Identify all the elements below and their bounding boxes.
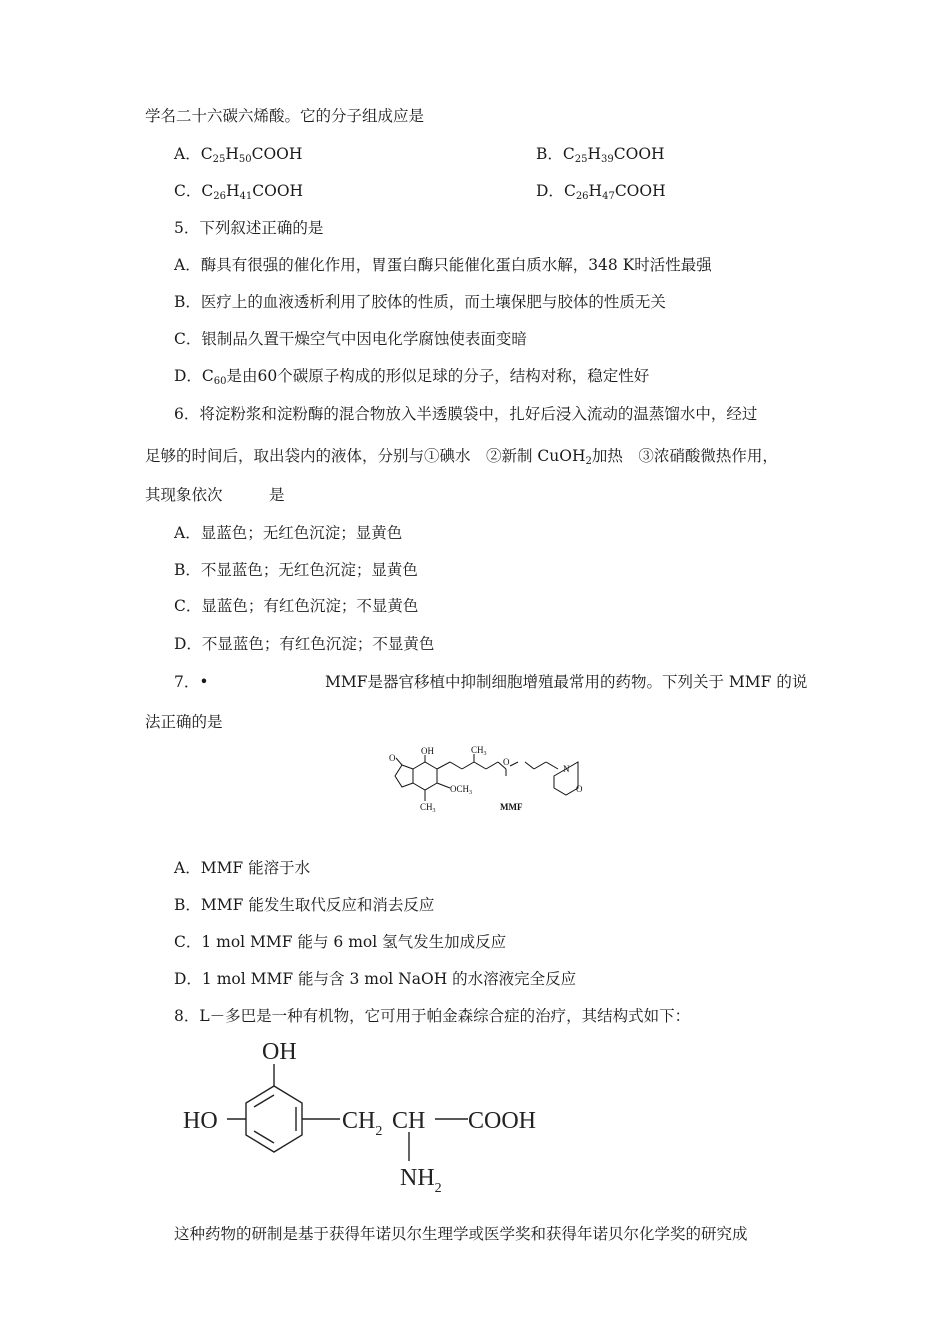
mmf-o-morpholine: O xyxy=(576,784,583,794)
q5-stem: 5．下列叙述正确的是 xyxy=(174,219,324,237)
mmf-ch3-bottom: $CH_3$ xyxy=(420,802,436,814)
q5-option-d[interactable]: D．$C_{60}$是由60个碳原子构成的形似足球的分子，结构对称，稳定性好 xyxy=(174,367,650,387)
l-dopa-ch2: $CH_2$ xyxy=(342,1108,383,1139)
footer-line: 这种药物的研制是基于获得年诺贝尔生理学或医学奖和获得年诺贝尔化学奖的研究成 xyxy=(174,1225,748,1243)
q5-option-b[interactable]: B．医疗上的血液透析利用了胶体的性质，而土壤保肥与胶体的性质无关 xyxy=(174,293,666,311)
q5-option-a[interactable]: A．酶具有很强的催化作用，胃蛋白酶只能催化蛋白质水解，348 K时活性最强 xyxy=(174,256,712,274)
q4-option-d[interactable]: D．$C_{26}H_{47}COOH$ xyxy=(536,182,666,202)
q5-option-c[interactable]: C．银制品久置干燥空气中因电化学腐蚀使表面变暗 xyxy=(174,330,527,348)
mmf-n: N xyxy=(563,764,570,774)
q7-stem-line-2: 法正确的是 xyxy=(145,713,223,731)
mmf-ch3-top: $CH_3$ xyxy=(471,745,487,757)
q7-option-a[interactable]: A．MMF 能溶于水 xyxy=(174,859,311,877)
mmf-label: MMF xyxy=(500,802,523,812)
q6-option-d[interactable]: D．不显蓝色；有红色沉淀；不显黄色 xyxy=(174,635,435,653)
q6-option-a[interactable]: A．显蓝色；无红色沉淀；显黄色 xyxy=(174,524,403,542)
l-dopa-ch: CH xyxy=(392,1108,426,1134)
l-dopa-structure xyxy=(178,1035,548,1195)
q4-options-row-1 xyxy=(174,144,734,164)
l-dopa-nh2: $NH_2$ xyxy=(400,1165,442,1196)
l-dopa-ho: HO xyxy=(183,1108,218,1134)
q6-stem-line-1: 6．将淀粉浆和淀粉酶的混合物放入半透膜袋中，扎好后浸入流动的温蒸馏水中，经过 xyxy=(174,405,758,423)
q7-option-c[interactable]: C．1 mol MMF 能与 6 mol 氢气发生加成反应 xyxy=(174,933,507,951)
q7-number: 7．• xyxy=(174,673,209,691)
l-dopa-oh: OH xyxy=(262,1039,297,1065)
mmf-structure xyxy=(380,745,583,828)
q6-stem-line-3: 其现象依次 是 xyxy=(145,486,285,504)
q4-tail-text: 学名二十六碳六烯酸。它的分子组成应是 xyxy=(145,107,425,125)
mmf-oh: OH xyxy=(421,746,434,756)
q7-stem-line-1: MMF是器官移植中抑制细胞增殖最常用的药物。下列关于 MMF 的说 xyxy=(325,673,808,691)
mmf-o-ring: O xyxy=(389,753,396,763)
q4-options-row-2 xyxy=(174,181,734,201)
q4-option-c[interactable]: C．$C_{26}H_{41}COOH$ xyxy=(174,182,304,202)
mmf-och3: $OCH_3$ xyxy=(450,784,473,796)
q4-option-a[interactable]: A．$C_{25}H_{50}COOH$ xyxy=(174,145,303,165)
q6-option-c[interactable]: C．显蓝色；有红色沉淀；不显黄色 xyxy=(174,597,419,615)
q4-option-b[interactable]: B．$C_{25}H_{39}COOH$ xyxy=(536,145,665,165)
q7-option-d[interactable]: D．1 mol MMF 能与含 3 mol NaOH 的水溶液完全反应 xyxy=(174,970,577,988)
q6-stem-line-2: 足够的时间后，取出袋内的液体，分别与①碘水 ②新制 CuOH$_2$加热 ③浓硝酸微热作用， xyxy=(145,447,778,467)
mmf-o-ester: O xyxy=(503,757,510,767)
q7-option-b[interactable]: B．MMF 能发生取代反应和消去反应 xyxy=(174,896,435,914)
q8-stem: 8．L－多巴是一种有机物，它可用于帕金森综合症的治疗，其结构式如下： xyxy=(174,1007,691,1025)
q6-option-b[interactable]: B．不显蓝色；无红色沉淀；显黄色 xyxy=(174,561,418,579)
l-dopa-cooh: COOH xyxy=(468,1108,537,1134)
